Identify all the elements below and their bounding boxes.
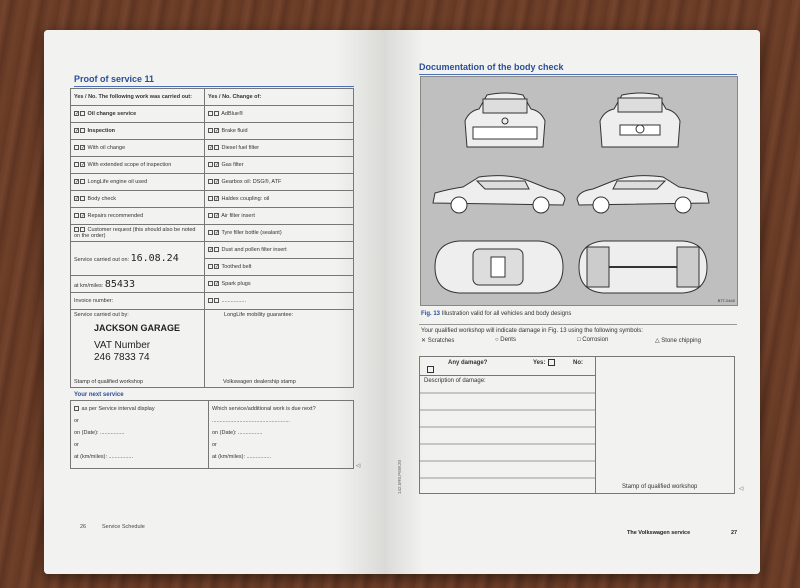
- garage-stamp: JACKSON GARAGE VAT Number 246 7833 74: [94, 323, 181, 363]
- handwritten-km: 85433: [104, 278, 135, 290]
- left-page-number: 26: [80, 524, 87, 530]
- row-air-filter: ✓ Air filter insert: [205, 208, 354, 225]
- row-haldex: ✓ Haldex coupling: oil: [205, 191, 354, 208]
- row-dust-filter: ✓ Dust and pollen filter insert: [205, 242, 354, 259]
- longlife-cell: LongLife mobility guarantee: Volkswagen dealership stamp: [205, 310, 354, 388]
- garage-stamp-cell: Service carried out by: JACKSON GARAGE VAT Number 246 7833 74 Stamp of qualified workshop: [71, 310, 205, 388]
- row-km: at km/miles: 85433: [71, 276, 205, 293]
- left-page-title: Proof of service 11: [74, 74, 155, 84]
- row-customer-request: Customer request (this should also be noted on the order): [71, 225, 205, 242]
- row-toothed-belt: ✓ Toothed belt: [205, 259, 354, 276]
- car-underbody-view: [573, 237, 713, 297]
- symbol-corrosion: □ Corrosion: [577, 337, 609, 343]
- col2-header: Yes / No. Change of:: [205, 89, 354, 106]
- car-left-side: [429, 169, 569, 215]
- right-page-title: Documentation of the body check: [419, 62, 564, 72]
- row-gearbox-oil: ✓ Gearbox oil: DSG®, ATF: [205, 174, 354, 191]
- row-blank: ................: [205, 293, 354, 310]
- row-brake-fluid: ✓ Brake fluid: [205, 123, 354, 140]
- yes-checkbox[interactable]: [548, 359, 555, 366]
- col1-header: Yes / No. The following work was carried out:: [71, 89, 205, 106]
- figure-caption: Fig. 13 Illustration valid for all vehicles and body designs: [421, 311, 572, 317]
- service-booklet: [44, 30, 760, 574]
- next-service-table: [70, 400, 354, 469]
- next-service-title: Your next service: [74, 392, 124, 398]
- damage-description-cell[interactable]: Description of damage:: [420, 376, 596, 494]
- proof-table: [70, 88, 354, 388]
- row-gas-filter: ✓ Gas filter: [205, 157, 354, 174]
- figure-code: B7T-0440: [717, 298, 735, 303]
- title-rule-right: [419, 74, 737, 75]
- row-service-date: Service carried out on: 16.08.24: [71, 242, 205, 276]
- car-top-view: [429, 237, 569, 297]
- any-damage-row: Any damage? Yes: No:: [420, 357, 596, 376]
- next-right-cell: Which service/additional work is due next? ................................................... on (Date): ................ or at (km/miles): ................: [209, 401, 354, 469]
- symbol-stone-chipping: △ Stone chipping: [655, 338, 701, 344]
- right-footer: The Volkswagen service: [627, 530, 691, 536]
- right-page: Documentation of the body check B7T-0440 Fig. 13 Illustration valid for all vehicles and body designs Your qualified workshop will indicate damage in Fig. 13 using the following symbols: ✕ Scratches ○ Dents □ Corrosion △ Stone chipping Any damage? Yes: No: Stamp of qualified workshop Description of damage: ◁ 142.5R0.P6W.20 The Volkswagen service 27: [387, 30, 760, 574]
- title-rule: [74, 86, 354, 87]
- row-inspection: ✓ Inspection: [71, 123, 205, 140]
- row-spark-plugs: ✓ Spark plugs: [205, 276, 354, 293]
- car-right-side: [573, 169, 713, 215]
- row-diesel-filter: ✓ Diesel fuel filter: [205, 140, 354, 157]
- symbols-intro: Your qualified workshop will indicate damage in Fig. 13 using the following symbols:: [421, 328, 643, 334]
- car-front-view: [596, 91, 684, 153]
- car-rear-view: [461, 91, 549, 153]
- row-invoice: Invoice number:: [71, 293, 205, 310]
- next-left-cell: as per Service interval display or on (Date): ................ or at (km/miles): ................: [71, 401, 209, 469]
- workshop-stamp-cell: Stamp of qualified workshop: [596, 357, 735, 494]
- row-with-oil-change: ✓ With oil change: [71, 140, 205, 157]
- damage-table: [419, 356, 735, 494]
- right-page-number: 27: [731, 530, 738, 536]
- row-repairs: ✓ Repairs recommended: [71, 208, 205, 225]
- left-page: Proof of service 11 Yes / No. The following work was carried out: Yes / No. Change of: ✓ Oil change service AdBlue® ✓ Inspection ✓ Brake fluid ✓ With oil change ✓ Diesel fuel filter ✓ With extended scope of inspection ✓ Gas filter ✓ LongLife engine oil used ✓ Gearbox oil: DSG®, ATF ✓ Body check ✓ Haldex coupling: oil ✓ Repairs recommended ✓ Air filter insert Customer request (this should also be noted on the order) ✓ Tyre filler bottle (sealant) Service carried out on: 16.08.24 ✓ Dust and pollen filter insert ✓ Toothed belt at km/miles: 85433 ✓ Spark plugs Invoice number: ................ Service carried out by: JACKSON GARAGE VAT Number 246 7833 74 Stamp of qualified workshop LongLife mobility guarantee: Volkswagen dealership stamp Your next service as per Service interval display or on (Date): ................ or at (km/miles): ................ Which service/additional work is due next? ................................................... on (Date): ................ or at (km/miles): ................ ◁ 26 Service Schedule: [44, 30, 387, 574]
- left-footer-section: Service Schedule: [102, 524, 145, 530]
- no-checkbox[interactable]: [427, 366, 434, 373]
- row-tyre-filler: ✓ Tyre filler bottle (sealant): [205, 225, 354, 242]
- symbol-dents: ○ Dents: [495, 337, 516, 343]
- row-longlife-oil: ✓ LongLife engine oil used: [71, 174, 205, 191]
- side-code: 142.5R0.P6W.20: [397, 459, 402, 494]
- row-adblue: AdBlue®: [205, 106, 354, 123]
- car-diagram: [420, 76, 738, 306]
- symbol-scratches: ✕ Scratches: [421, 338, 455, 344]
- row-body-check: ✓ Body check: [71, 191, 205, 208]
- row-extended-scope: ✓ With extended scope of inspection: [71, 157, 205, 174]
- row-oil-change: ✓ Oil change service: [71, 106, 205, 123]
- handwritten-date: 16.08.24: [130, 253, 179, 264]
